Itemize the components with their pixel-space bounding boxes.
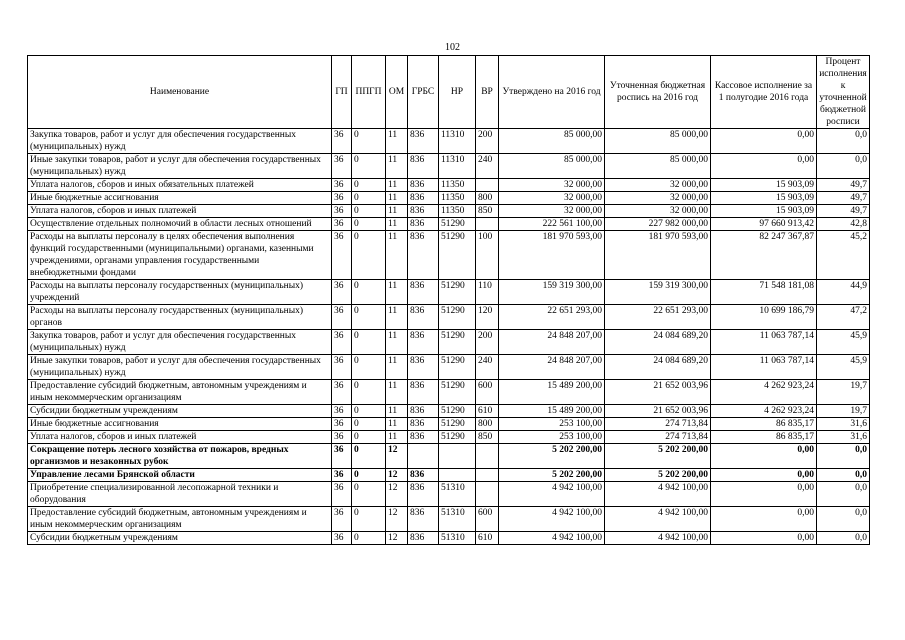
cell-cash: 0,00 xyxy=(711,154,817,179)
cell-refined: 21 652 003,96 xyxy=(605,380,711,405)
cell-nr: 11310 xyxy=(439,129,476,154)
cell-name: Расходы на выплаты персоналу государственных (муниципальных) органов xyxy=(28,305,332,330)
cell-vr: 120 xyxy=(476,305,499,330)
cell-ppgp: 0 xyxy=(352,380,386,405)
cell-grbs: 836 xyxy=(408,507,439,532)
cell-approved: 15 489 200,00 xyxy=(499,405,605,418)
cell-gp: 36 xyxy=(332,444,352,469)
table-row xyxy=(28,380,870,405)
col-header-grbs: ГРБС xyxy=(408,56,439,129)
cell-ppgp: 0 xyxy=(352,532,386,545)
cell-om: 12 xyxy=(386,532,408,545)
cell-vr xyxy=(476,469,499,482)
cell-om: 11 xyxy=(386,305,408,330)
cell-om: 11 xyxy=(386,418,408,431)
table-row xyxy=(28,330,870,355)
cell-om: 11 xyxy=(386,179,408,192)
cell-nr xyxy=(439,469,476,482)
cell-ppgp: 0 xyxy=(352,179,386,192)
cell-ppgp: 0 xyxy=(352,507,386,532)
cell-name: Предоставление субсидий бюджетным, автономным учреждениям и иным некоммерческим организациям xyxy=(28,507,332,532)
cell-cash: 15 903,09 xyxy=(711,179,817,192)
cell-grbs: 836 xyxy=(408,154,439,179)
table-row xyxy=(28,192,870,205)
cell-name: Закупка товаров, работ и услуг для обеспечения государственных (муниципальных) нужд xyxy=(28,330,332,355)
cell-cash: 0,00 xyxy=(711,469,817,482)
cell-name: Предоставление субсидий бюджетным, автономным учреждениям и иным некоммерческим организациям xyxy=(28,380,332,405)
cell-ppgp: 0 xyxy=(352,330,386,355)
cell-approved: 181 970 593,00 xyxy=(499,231,605,280)
cell-gp: 36 xyxy=(332,431,352,444)
cell-cash: 4 262 923,24 xyxy=(711,405,817,418)
cell-om: 11 xyxy=(386,330,408,355)
cell-name: Закупка товаров, работ и услуг для обеспечения государственных (муниципальных) нужд xyxy=(28,129,332,154)
cell-grbs: 836 xyxy=(408,355,439,380)
cell-nr xyxy=(439,444,476,469)
cell-om: 11 xyxy=(386,355,408,380)
cell-cash: 86 835,17 xyxy=(711,431,817,444)
cell-ppgp: 0 xyxy=(352,355,386,380)
cell-grbs: 836 xyxy=(408,129,439,154)
cell-vr xyxy=(476,179,499,192)
cell-nr: 51290 xyxy=(439,280,476,305)
col-header-gp: ГП xyxy=(332,56,352,129)
cell-vr: 600 xyxy=(476,380,499,405)
cell-approved: 253 100,00 xyxy=(499,431,605,444)
cell-refined: 24 084 689,20 xyxy=(605,330,711,355)
cell-approved: 24 848 207,00 xyxy=(499,355,605,380)
cell-gp: 36 xyxy=(332,355,352,380)
cell-cash: 11 063 787,14 xyxy=(711,330,817,355)
cell-ppgp: 0 xyxy=(352,280,386,305)
cell-gp: 36 xyxy=(332,280,352,305)
cell-approved: 32 000,00 xyxy=(499,179,605,192)
cell-cash: 10 699 186,79 xyxy=(711,305,817,330)
cell-name: Расходы на выплаты персоналу в целях обеспечения выполнения функций государственными (муниципальными) органами, казенными учреждениями, органами управления государственными внебюджетными фондами xyxy=(28,231,332,280)
cell-percent: 0,0 xyxy=(817,469,870,482)
cell-grbs: 836 xyxy=(408,305,439,330)
table-row xyxy=(28,355,870,380)
cell-nr: 51290 xyxy=(439,418,476,431)
cell-nr: 11350 xyxy=(439,205,476,218)
cell-om: 12 xyxy=(386,507,408,532)
cell-grbs: 836 xyxy=(408,231,439,280)
cell-refined: 32 000,00 xyxy=(605,192,711,205)
cell-ppgp: 0 xyxy=(352,444,386,469)
cell-gp: 36 xyxy=(332,305,352,330)
cell-cash: 0,00 xyxy=(711,129,817,154)
cell-ppgp: 0 xyxy=(352,431,386,444)
cell-gp: 36 xyxy=(332,469,352,482)
cell-percent: 19,7 xyxy=(817,380,870,405)
cell-percent: 42,8 xyxy=(817,218,870,231)
cell-percent: 0,0 xyxy=(817,532,870,545)
cell-name: Осуществление отдельных полномочий в области лесных отношений xyxy=(28,218,332,231)
page-number: 102 xyxy=(445,42,460,53)
table-row xyxy=(28,418,870,431)
cell-om: 11 xyxy=(386,405,408,418)
table-row xyxy=(28,305,870,330)
cell-vr: 200 xyxy=(476,129,499,154)
cell-ppgp: 0 xyxy=(352,154,386,179)
cell-percent: 49,7 xyxy=(817,192,870,205)
cell-refined: 85 000,00 xyxy=(605,154,711,179)
cell-name: Иные закупки товаров, работ и услуг для обеспечения государственных (муниципальных) нужд xyxy=(28,154,332,179)
cell-grbs: 836 xyxy=(408,280,439,305)
cell-approved: 24 848 207,00 xyxy=(499,330,605,355)
cell-gp: 36 xyxy=(332,532,352,545)
cell-percent: 0,0 xyxy=(817,129,870,154)
cell-grbs: 836 xyxy=(408,431,439,444)
cell-refined: 4 942 100,00 xyxy=(605,482,711,507)
cell-cash: 11 063 787,14 xyxy=(711,355,817,380)
cell-name: Расходы на выплаты персоналу государственных (муниципальных) учреждений xyxy=(28,280,332,305)
cell-gp: 36 xyxy=(332,405,352,418)
cell-name: Сокращение потерь лесного хозяйства от пожаров, вредных организмов и незаконных рубок xyxy=(28,444,332,469)
cell-om: 12 xyxy=(386,444,408,469)
cell-refined: 227 982 000,00 xyxy=(605,218,711,231)
cell-percent: 0,0 xyxy=(817,154,870,179)
cell-percent: 31,6 xyxy=(817,431,870,444)
cell-grbs: 836 xyxy=(408,205,439,218)
cell-vr: 110 xyxy=(476,280,499,305)
cell-refined: 181 970 593,00 xyxy=(605,231,711,280)
cell-om: 12 xyxy=(386,482,408,507)
table-row xyxy=(28,205,870,218)
cell-vr: 800 xyxy=(476,418,499,431)
cell-cash: 0,00 xyxy=(711,444,817,469)
cell-approved: 222 561 100,00 xyxy=(499,218,605,231)
cell-cash: 86 835,17 xyxy=(711,418,817,431)
cell-name: Уплата налогов, сборов и иных обязательных платежей xyxy=(28,179,332,192)
cell-grbs: 836 xyxy=(408,482,439,507)
cell-refined: 4 942 100,00 xyxy=(605,507,711,532)
cell-approved: 85 000,00 xyxy=(499,129,605,154)
cell-cash: 82 247 367,87 xyxy=(711,231,817,280)
cell-name: Уплата налогов, сборов и иных платежей xyxy=(28,431,332,444)
cell-nr: 51310 xyxy=(439,507,476,532)
cell-refined: 21 652 003,96 xyxy=(605,405,711,418)
table-row xyxy=(28,469,870,482)
cell-nr: 51290 xyxy=(439,380,476,405)
cell-percent: 45,9 xyxy=(817,330,870,355)
cell-om: 11 xyxy=(386,280,408,305)
cell-gp: 36 xyxy=(332,482,352,507)
cell-vr: 800 xyxy=(476,192,499,205)
table-row xyxy=(28,405,870,418)
cell-om: 11 xyxy=(386,129,408,154)
cell-vr: 850 xyxy=(476,431,499,444)
cell-cash: 71 548 181,08 xyxy=(711,280,817,305)
cell-vr: 240 xyxy=(476,154,499,179)
cell-approved: 32 000,00 xyxy=(499,205,605,218)
cell-approved: 85 000,00 xyxy=(499,154,605,179)
cell-grbs: 836 xyxy=(408,380,439,405)
cell-grbs: 836 xyxy=(408,405,439,418)
cell-grbs xyxy=(408,444,439,469)
cell-refined: 5 202 200,00 xyxy=(605,444,711,469)
cell-vr xyxy=(476,444,499,469)
cell-gp: 36 xyxy=(332,192,352,205)
cell-percent: 0,0 xyxy=(817,444,870,469)
cell-percent: 44,9 xyxy=(817,280,870,305)
cell-approved: 5 202 200,00 xyxy=(499,444,605,469)
cell-gp: 36 xyxy=(332,231,352,280)
cell-gp: 36 xyxy=(332,129,352,154)
cell-ppgp: 0 xyxy=(352,482,386,507)
cell-ppgp: 0 xyxy=(352,129,386,154)
cell-nr: 11310 xyxy=(439,154,476,179)
cell-vr: 850 xyxy=(476,205,499,218)
cell-nr: 51290 xyxy=(439,218,476,231)
budget-table xyxy=(27,55,870,545)
cell-ppgp: 0 xyxy=(352,192,386,205)
cell-percent: 45,9 xyxy=(817,355,870,380)
col-header-name: Наименование xyxy=(28,56,332,129)
cell-gp: 36 xyxy=(332,179,352,192)
cell-nr: 51290 xyxy=(439,330,476,355)
cell-name: Уплата налогов, сборов и иных платежей xyxy=(28,205,332,218)
cell-ppgp: 0 xyxy=(352,305,386,330)
cell-gp: 36 xyxy=(332,418,352,431)
cell-nr: 51290 xyxy=(439,305,476,330)
cell-gp: 36 xyxy=(332,330,352,355)
cell-name: Субсидии бюджетным учреждениям xyxy=(28,532,332,545)
cell-nr: 11350 xyxy=(439,179,476,192)
table-row xyxy=(28,280,870,305)
cell-gp: 36 xyxy=(332,154,352,179)
cell-approved: 253 100,00 xyxy=(499,418,605,431)
cell-approved: 5 202 200,00 xyxy=(499,469,605,482)
table-body xyxy=(28,129,870,545)
cell-om: 11 xyxy=(386,192,408,205)
cell-refined: 159 319 300,00 xyxy=(605,280,711,305)
cell-grbs: 836 xyxy=(408,330,439,355)
cell-vr xyxy=(476,218,499,231)
table-row xyxy=(28,218,870,231)
cell-percent: 49,7 xyxy=(817,179,870,192)
cell-nr: 51290 xyxy=(439,431,476,444)
cell-name: Иные закупки товаров, работ и услуг для обеспечения государственных (муниципальных) нужд xyxy=(28,355,332,380)
cell-refined: 5 202 200,00 xyxy=(605,469,711,482)
cell-om: 11 xyxy=(386,205,408,218)
cell-ppgp: 0 xyxy=(352,469,386,482)
col-header-refined: Уточненная бюджетная роспись на 2016 год xyxy=(605,56,711,129)
col-header-vr: ВР xyxy=(476,56,499,129)
table-row xyxy=(28,482,870,507)
cell-refined: 4 942 100,00 xyxy=(605,532,711,545)
cell-name: Иные бюджетные ассигнования xyxy=(28,418,332,431)
cell-cash: 0,00 xyxy=(711,532,817,545)
cell-refined: 274 713,84 xyxy=(605,431,711,444)
cell-gp: 36 xyxy=(332,218,352,231)
cell-refined: 22 651 293,00 xyxy=(605,305,711,330)
cell-gp: 36 xyxy=(332,507,352,532)
cell-refined: 32 000,00 xyxy=(605,205,711,218)
cell-percent: 19,7 xyxy=(817,405,870,418)
cell-refined: 274 713,84 xyxy=(605,418,711,431)
cell-approved: 159 319 300,00 xyxy=(499,280,605,305)
col-header-approved: Утверждено на 2016 год xyxy=(499,56,605,129)
cell-vr: 200 xyxy=(476,330,499,355)
cell-cash: 15 903,09 xyxy=(711,192,817,205)
cell-name: Управление лесами Брянской области xyxy=(28,469,332,482)
table-row xyxy=(28,179,870,192)
cell-grbs: 836 xyxy=(408,179,439,192)
table-row xyxy=(28,444,870,469)
cell-percent: 47,2 xyxy=(817,305,870,330)
table-row xyxy=(28,507,870,532)
cell-refined: 24 084 689,20 xyxy=(605,355,711,380)
table-row xyxy=(28,154,870,179)
cell-ppgp: 0 xyxy=(352,418,386,431)
cell-cash: 0,00 xyxy=(711,507,817,532)
cell-percent: 31,6 xyxy=(817,418,870,431)
cell-cash: 97 660 913,42 xyxy=(711,218,817,231)
cell-vr: 610 xyxy=(476,532,499,545)
col-header-cash: Кассовое исполнение за 1 полугодие 2016 года xyxy=(711,56,817,129)
cell-approved: 4 942 100,00 xyxy=(499,482,605,507)
table-row xyxy=(28,532,870,545)
col-header-percent: Процент исполнения к уточненной бюджетной росписи xyxy=(817,56,870,129)
cell-nr: 51310 xyxy=(439,532,476,545)
cell-om: 11 xyxy=(386,218,408,231)
cell-cash: 4 262 923,24 xyxy=(711,380,817,405)
col-header-ppgp: ППГП xyxy=(352,56,386,129)
cell-nr: 51290 xyxy=(439,231,476,280)
col-header-om: ОМ xyxy=(386,56,408,129)
cell-approved: 4 942 100,00 xyxy=(499,507,605,532)
cell-om: 11 xyxy=(386,231,408,280)
col-header-nr: НР xyxy=(439,56,476,129)
cell-nr: 51290 xyxy=(439,405,476,418)
cell-om: 11 xyxy=(386,431,408,444)
cell-om: 11 xyxy=(386,154,408,179)
cell-grbs: 836 xyxy=(408,192,439,205)
cell-name: Субсидии бюджетным учреждениям xyxy=(28,405,332,418)
cell-ppgp: 0 xyxy=(352,218,386,231)
cell-cash: 0,00 xyxy=(711,482,817,507)
cell-refined: 32 000,00 xyxy=(605,179,711,192)
table-row xyxy=(28,231,870,280)
table-header-row xyxy=(28,56,870,129)
cell-grbs: 836 xyxy=(408,418,439,431)
cell-om: 12 xyxy=(386,469,408,482)
cell-vr: 100 xyxy=(476,231,499,280)
cell-grbs: 836 xyxy=(408,469,439,482)
cell-approved: 15 489 200,00 xyxy=(499,380,605,405)
cell-percent: 0,0 xyxy=(817,507,870,532)
cell-grbs: 836 xyxy=(408,218,439,231)
cell-nr: 51290 xyxy=(439,355,476,380)
cell-vr: 610 xyxy=(476,405,499,418)
cell-approved: 32 000,00 xyxy=(499,192,605,205)
cell-cash: 15 903,09 xyxy=(711,205,817,218)
cell-gp: 36 xyxy=(332,380,352,405)
table-row xyxy=(28,129,870,154)
cell-name: Иные бюджетные ассигнования xyxy=(28,192,332,205)
cell-vr: 240 xyxy=(476,355,499,380)
table-row xyxy=(28,431,870,444)
cell-percent: 0,0 xyxy=(817,482,870,507)
cell-grbs: 836 xyxy=(408,532,439,545)
cell-vr xyxy=(476,482,499,507)
cell-refined: 85 000,00 xyxy=(605,129,711,154)
cell-percent: 45,2 xyxy=(817,231,870,280)
cell-ppgp: 0 xyxy=(352,231,386,280)
cell-vr: 600 xyxy=(476,507,499,532)
cell-nr: 51310 xyxy=(439,482,476,507)
cell-approved: 22 651 293,00 xyxy=(499,305,605,330)
cell-ppgp: 0 xyxy=(352,405,386,418)
cell-name: Приобретение специализированной лесопожарной техники и оборудования xyxy=(28,482,332,507)
cell-approved: 4 942 100,00 xyxy=(499,532,605,545)
cell-gp: 36 xyxy=(332,205,352,218)
cell-percent: 49,7 xyxy=(817,205,870,218)
cell-om: 11 xyxy=(386,380,408,405)
cell-ppgp: 0 xyxy=(352,205,386,218)
cell-nr: 11350 xyxy=(439,192,476,205)
